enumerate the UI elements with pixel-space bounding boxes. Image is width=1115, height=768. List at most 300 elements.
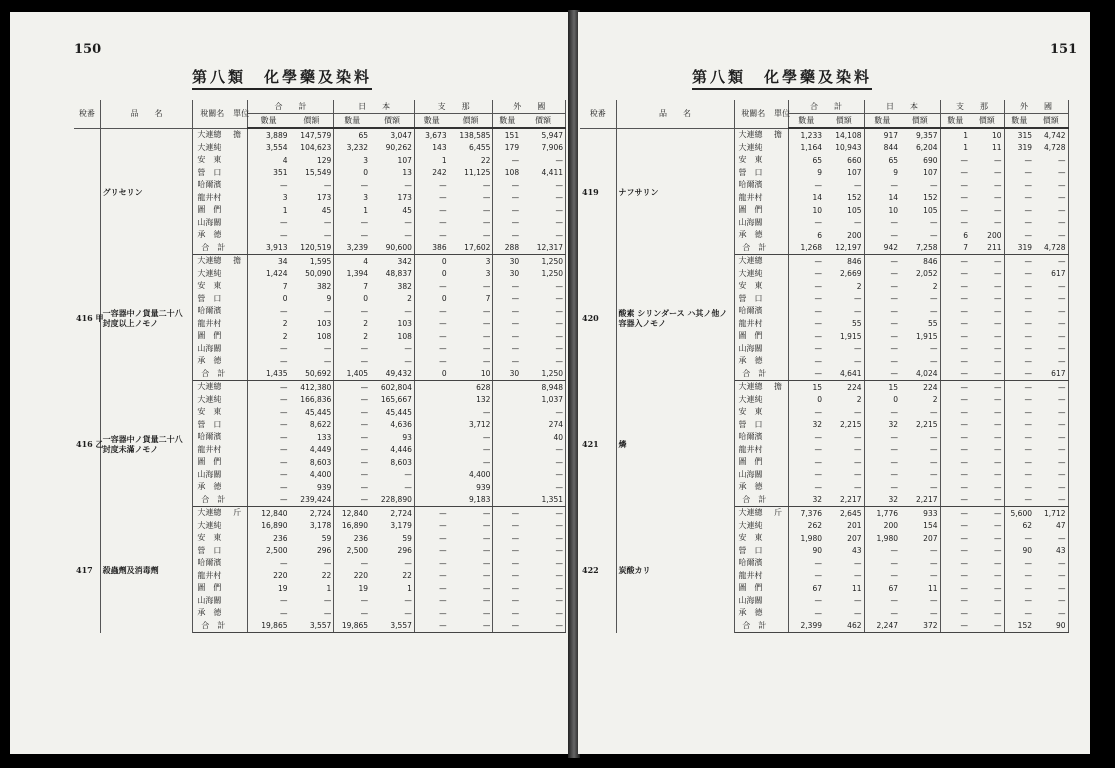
quantity-cell: 67 [888,583,898,593]
value-cell: — [1034,406,1068,419]
value-cell: — [824,431,864,444]
quantity-cell: — [511,583,520,593]
value-cell: — [824,570,864,583]
port-name: 圖 們 [738,583,763,593]
value-cell: — [449,545,493,558]
port-name: 營 口 [738,167,763,177]
total-label: 合 計 [734,620,772,633]
value-cell: 120,519 [290,242,334,255]
value-cell: — [1034,419,1068,432]
port-name: 山海關 [738,217,763,227]
quantity-cell: 1,980 [876,533,898,543]
unit-cell [772,255,788,268]
value-cell: — [370,607,414,620]
value-cell: — [900,595,940,608]
value-cell: — [1034,154,1068,167]
value-cell: 1,712 [1034,507,1068,520]
header-value: 價額 [449,114,493,129]
value-cell: — [370,217,414,230]
quantity-cell: 32 [888,420,898,429]
value-cell: — [370,229,414,242]
value-cell: 147,579 [290,128,334,142]
quantity-cell: 67 [812,583,822,593]
quantity-cell: — [1024,205,1032,215]
port-name: 山海關 [738,469,763,479]
value-cell: — [824,607,864,620]
quantity-cell: 1,164 [800,143,822,152]
value-cell: — [290,595,334,608]
value-cell: — [824,595,864,608]
unit-cell [231,280,247,293]
total-label: 合 計 [193,494,231,507]
header-item: 品 名 [616,100,734,128]
quantity-cell: — [247,494,289,507]
value-cell: — [521,481,565,494]
value-cell: — [824,305,864,318]
value-cell: — [521,318,565,331]
quantity-cell [414,481,448,494]
value-cell: 22 [290,570,334,583]
value-cell: — [824,481,864,494]
port-name: 承 德 [738,608,763,618]
value-cell: 1,037 [521,394,565,407]
quantity-cell: — [334,494,370,507]
quantity-cell: 0 [893,395,898,404]
header-port: 稅關名 [193,100,231,128]
header-quantity: 數量 [940,114,970,129]
quantity-cell: — [511,180,520,190]
quantity-cell: 32 [812,420,822,429]
unit-cell [772,557,788,570]
quantity-cell: — [280,470,288,479]
unit-cell [231,419,247,432]
table-row [580,128,1068,142]
header-item: 品 名 [100,100,193,128]
unit-cell [231,305,247,318]
value-cell: — [449,532,493,545]
quantity-cell: — [439,608,447,618]
quantity-cell: — [960,508,968,518]
port-name: 安 東 [738,407,763,417]
quantity-cell: — [960,470,968,479]
value-cell: — [521,620,565,633]
quantity-cell: — [890,218,898,227]
quantity-cell: 3,232 [346,143,369,152]
value-cell: 2 [824,280,864,293]
quantity-cell: — [360,558,369,568]
value-cell: — [900,570,940,583]
port-name: 大連總 [738,130,763,139]
quantity-cell: — [890,470,898,479]
port-name: 營 口 [197,545,222,555]
port-name: 哈爾濱 [197,306,222,316]
value-cell: — [970,179,1004,192]
value-cell: — [449,582,493,595]
quantity-cell: — [439,583,447,593]
port-name: 承 德 [197,482,222,492]
port-name: 安 東 [197,281,222,291]
quantity-cell: 19 [277,583,288,593]
value-cell: 224 [900,381,940,394]
value-cell: — [449,305,493,318]
page-title: 第八類 化學藥及染料 [692,66,872,90]
value-cell: — [521,204,565,217]
value-cell: 2 [900,394,940,407]
value-cell: — [521,305,565,318]
quantity-cell: — [439,558,447,568]
quantity-cell: — [414,620,448,633]
quantity-cell: — [360,356,369,366]
quantity-cell: 6 [963,230,968,240]
quantity-cell: — [1024,193,1032,202]
value-cell: — [1034,293,1068,306]
quantity-cell: 2,247 [864,620,900,633]
value-cell: — [824,179,864,192]
unit-cell [231,494,247,507]
port-name: 哈爾濱 [738,306,763,316]
value-cell: 8,622 [290,419,334,432]
value-cell: — [1034,394,1068,407]
unit-cell [231,381,247,394]
value-cell: 11 [970,142,1004,155]
unit-cell [772,419,788,432]
port-name: 安 東 [738,281,763,291]
value-cell: — [970,280,1004,293]
value-cell: — [521,570,565,583]
value-cell: 9 [290,293,334,306]
quantity-cell: 351 [273,168,288,177]
value-cell: — [900,293,940,306]
port-name: 承 德 [197,356,222,366]
value-cell: 10 [970,128,1004,142]
port-name: 大連純 [197,268,222,278]
unit-cell [772,595,788,608]
quantity-cell: — [511,596,520,605]
quantity-cell: 3,673 [425,130,447,140]
value-cell: — [970,545,1004,558]
port-name: 哈爾濱 [738,558,763,568]
quantity-cell: 0 [414,368,448,381]
unit-cell [772,368,788,381]
port-name: 龍井村 [197,318,222,328]
quantity-cell: — [814,407,822,417]
value-cell: 372 [900,620,940,633]
value-cell: 14,108 [824,128,864,142]
quantity-cell: — [439,508,447,518]
quantity-cell: 1 [963,143,968,152]
header-foreign: 外 國 [1004,100,1068,114]
quantity-cell: 16,890 [341,521,369,530]
unit-cell [772,142,788,155]
quantity-cell: — [960,294,968,303]
unit-cell [772,406,788,419]
value-cell: — [449,343,493,356]
value-cell: — [521,280,565,293]
unit-cell: 斤 [231,507,247,520]
value-cell: — [970,494,1004,507]
tariff-number: 422 [580,507,616,633]
quantity-cell: — [1004,368,1034,381]
unit-cell [231,431,247,444]
value-cell: 628 [449,381,493,394]
port-name: 大連純 [197,394,222,404]
value-cell: — [290,229,334,242]
value-cell: 2,215 [824,419,864,432]
value-cell: — [370,469,414,482]
value-cell: — [824,343,864,356]
value-cell: — [449,217,493,230]
value-cell: — [970,204,1004,217]
value-cell: — [521,154,565,167]
value-cell: — [970,532,1004,545]
value-cell: 43 [1034,545,1068,558]
quantity-cell [414,381,448,394]
value-cell: — [1034,595,1068,608]
unit-cell [231,217,247,230]
value-cell: 200 [970,229,1004,242]
quantity-cell: 62 [1022,521,1032,530]
unit-cell [231,204,247,217]
unit-cell [772,293,788,306]
quantity-cell: — [1024,382,1032,392]
value-cell: 617 [1034,268,1068,281]
value-cell: 107 [370,154,414,167]
unit-cell [772,204,788,217]
quantity-cell: 3 [363,193,369,202]
quantity-cell: — [890,457,898,467]
unit-cell [231,154,247,167]
value-cell: 50,090 [290,268,334,281]
value-cell: 6,455 [449,142,493,155]
value-cell: 617 [1034,368,1068,381]
quantity-cell: 1,268 [788,242,824,255]
value-cell: 4,641 [824,368,864,381]
value-cell: — [521,217,565,230]
quantity-cell: 10 [888,205,898,215]
quantity-cell: — [511,344,520,353]
unit-cell [231,456,247,469]
header-quantity: 數量 [334,114,370,129]
value-cell: — [1034,355,1068,368]
value-cell: 55 [824,318,864,331]
quantity-cell: 34 [277,256,288,266]
page-number: 150 [74,42,102,57]
value-cell: — [1034,557,1068,570]
value-cell: 1,250 [521,368,565,381]
unit-cell [772,582,788,595]
value-cell: — [970,355,1004,368]
quantity-cell: — [439,218,447,227]
value-cell: — [1034,179,1068,192]
value-cell: — [1034,229,1068,242]
quantity-cell: 1,980 [800,533,822,543]
quantity-cell: — [439,546,447,555]
value-cell: — [970,343,1004,356]
value-cell: 55 [900,318,940,331]
value-cell: — [521,557,565,570]
unit-cell [231,229,247,242]
port-name: 大連純 [738,394,763,404]
quantity-cell: 2,500 [346,546,369,555]
value-cell: 47 [1034,520,1068,533]
quantity-cell: — [960,583,968,593]
value-cell: — [824,355,864,368]
quantity-cell: 2 [363,319,369,328]
value-cell: 9,357 [900,128,940,142]
value-cell: 45,445 [290,406,334,419]
value-cell: — [900,355,940,368]
quantity-cell: — [814,482,822,492]
quantity-cell: — [890,306,898,316]
quantity-cell: — [890,546,898,555]
quantity-cell: 0 [441,256,447,266]
value-cell: — [970,154,1004,167]
quantity-cell: 288 [493,242,521,255]
value-cell: 4,636 [370,419,414,432]
port-name: 哈爾濱 [197,432,222,442]
quantity-cell: 19,865 [247,620,289,633]
quantity-cell: 15 [888,382,898,392]
quantity-cell: 315 [1017,130,1032,140]
value-cell: — [370,557,414,570]
port-name: 龍井村 [197,444,222,454]
quantity-cell: — [960,193,968,202]
value-cell: — [449,192,493,205]
port-name: 龍井村 [738,444,763,454]
unit-cell [772,520,788,533]
unit-cell [231,242,247,255]
value-cell: — [521,595,565,608]
quantity-cell: 220 [353,571,369,580]
quantity-cell: — [360,382,369,392]
quantity-cell: — [960,331,968,341]
header-value: 價額 [521,114,565,129]
port-name: 承 德 [197,230,222,240]
value-cell: 1,915 [900,330,940,343]
quantity-cell: 19 [358,583,369,593]
value-cell: — [970,595,1004,608]
quantity-cell: — [1024,331,1032,341]
quantity-cell: — [1024,230,1032,240]
quantity-cell: — [511,558,520,568]
value-cell: 48,837 [370,268,414,281]
value-cell: 3,047 [370,128,414,142]
quantity-cell: — [1024,168,1032,177]
value-cell: — [290,355,334,368]
header-tariff: 稅番 [74,100,100,128]
quantity-cell: — [1024,256,1032,266]
quantity-cell: — [814,281,822,291]
quantity-cell: — [814,218,822,227]
value-cell: — [900,469,940,482]
value-cell: — [290,179,334,192]
quantity-cell: — [280,180,288,190]
quantity-cell: — [511,306,520,316]
quantity-cell: 2,399 [788,620,824,633]
quantity-cell [414,469,448,482]
value-cell: — [1034,532,1068,545]
quantity-cell: — [511,331,520,341]
unit-cell [772,456,788,469]
value-cell: — [449,406,493,419]
quantity-cell: — [960,558,968,568]
trade-table [580,100,1069,633]
quantity-cell: — [1024,395,1032,404]
unit-cell [772,179,788,192]
value-cell: 8,948 [521,381,565,394]
value-cell: — [290,607,334,620]
value-cell: — [370,481,414,494]
quantity-cell [493,394,521,407]
quantity-cell: — [439,344,447,353]
header-quantity: 數量 [414,114,448,129]
quantity-cell: 386 [414,242,448,255]
unit-cell [231,520,247,533]
tariff-number: 420 [580,255,616,381]
value-cell: — [970,607,1004,620]
port-name: 大連總 [738,508,763,518]
value-cell: — [970,456,1004,469]
value-cell: 4,400 [290,469,334,482]
header-quantity: 數量 [788,114,824,129]
value-cell: 108 [290,330,334,343]
value-cell: 2 [900,280,940,293]
unit-cell [231,532,247,545]
header-value: 價額 [900,114,940,129]
quantity-cell [493,419,521,432]
port-name: 山海關 [197,595,222,605]
quantity-cell: 7 [363,281,369,291]
value-cell: — [521,343,565,356]
value-cell: 133 [290,431,334,444]
port-name: 承 德 [738,482,763,492]
page-number: 151 [1050,42,1078,57]
value-cell: — [824,469,864,482]
value-cell: — [449,444,493,457]
quantity-cell: 14 [812,193,822,202]
quantity-cell [493,444,521,457]
port-name: 大連總 [197,508,222,518]
value-cell: 4,728 [1034,242,1068,255]
quantity-cell: — [1024,344,1032,353]
quantity-cell: 90 [812,546,822,555]
value-cell: 412,380 [290,381,334,394]
unit-cell [772,607,788,620]
value-cell: — [900,343,940,356]
quantity-cell: — [890,445,898,454]
value-cell: — [970,481,1004,494]
value-cell: — [1034,255,1068,268]
value-cell: 239,424 [290,494,334,507]
value-cell: 12,317 [521,242,565,255]
header-japan: 日 本 [334,100,415,114]
table-row [74,255,566,268]
quantity-cell: — [280,608,288,618]
quantity-cell: 108 [504,168,520,177]
unit-cell [231,268,247,281]
value-cell: — [1034,192,1068,205]
quantity-cell: — [890,558,898,568]
quantity-cell: — [360,608,369,618]
quantity-cell: — [814,319,822,328]
port-name: 龍井村 [738,318,763,328]
value-cell: — [521,469,565,482]
quantity-cell: — [511,533,520,543]
unit-cell [772,494,788,507]
quantity-cell: — [360,432,369,442]
quantity-cell: — [511,230,520,240]
quantity-cell: 319 [1017,143,1032,152]
